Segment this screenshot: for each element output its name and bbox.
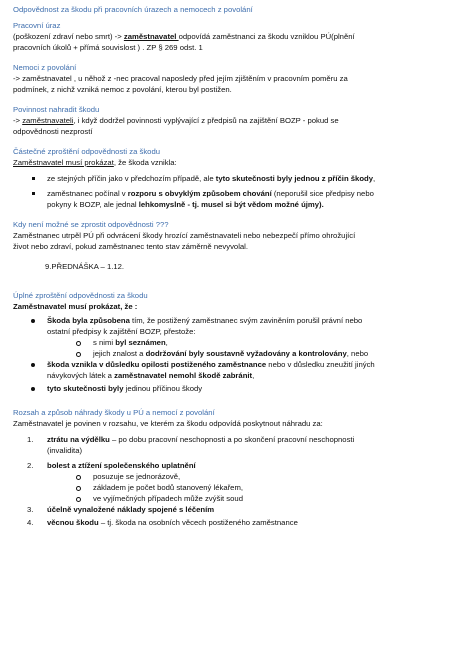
list-item: [25, 315, 439, 359]
bold-text: účelně vynaložené náklady spojené s léčením: [47, 505, 215, 514]
numbered-list: [13, 434, 439, 528]
list-item: [25, 383, 439, 394]
paragraph-line: [13, 301, 439, 312]
section-kdy-neni-mozne: [13, 219, 439, 252]
text-run: tím, že postižený zaměstnanec svým zaviněním porušil právní nebo: [129, 316, 363, 325]
bullet-list: [13, 173, 439, 210]
text-run: (invalidita): [47, 446, 83, 455]
paragraph-line: život nebo zdraví, pokud zaměstnanec tento stav záměrně nevyvolal.: [13, 242, 249, 251]
sub-list-item: ve vyjímečných případech může zvýšit soud: [71, 493, 439, 504]
list-number: 2.: [27, 461, 34, 470]
list-item: [25, 434, 439, 456]
text-run: – po dobu pracovní neschopnosti a po skončení pracovní neschopnosti: [109, 435, 355, 444]
text-run: pokyny k BOZP, ale jednal: [47, 200, 139, 209]
section-rozsah-nahrady: [13, 407, 439, 528]
text-run: jedinou příčinou škody: [125, 384, 203, 393]
bold-text: škoda vznikla v důsledku opilosti postiženého zaměstnance: [47, 360, 267, 369]
paragraph-line: [13, 115, 439, 126]
section-heading: Nemoci z povolání: [13, 63, 77, 72]
text-run: , nebo: [346, 349, 369, 358]
list-number: 3.: [27, 505, 34, 514]
text-run: nebo v důsledku zneužití jiných: [266, 360, 375, 369]
sub-list: [47, 337, 439, 359]
sub-list: [47, 471, 439, 504]
section-pracovni-uraz: [13, 20, 439, 53]
paragraph-line: pracovních úkolů + přímá souvislost ) . ZP § 269 odst. 1: [13, 43, 203, 52]
text-run: (neporušil sice předpisy nebo: [271, 189, 374, 198]
text-run: ,: [252, 371, 255, 380]
bold-text: lehkomyslně - tj. musel si být vědom možné újmy).: [138, 200, 324, 209]
paragraph-line: [13, 31, 439, 42]
section-uplne-zprosteni: [13, 290, 439, 394]
paragraph-line: -> zaměstnavatel , u něhož z -nec pracoval naposledy před jejím zjištěním v pracovním poměru za: [13, 74, 348, 83]
underlined-text: Zaměstnavatel musí prokázat: [13, 158, 114, 167]
lecture-marker: 9.PŘEDNÁŠKA – 1.12.: [45, 262, 125, 271]
section-heading: Povinnost nahradit škodu: [13, 105, 100, 114]
bullet-list: [13, 315, 439, 394]
bold-text: dodržování byly soustavně vyžadovány a kontrolovány: [145, 349, 347, 358]
list-item: [25, 188, 439, 210]
text-run: , že škoda vznikla:: [113, 158, 177, 167]
bold-text: zaměstnavatel nemohl škodě zabránit: [114, 371, 253, 380]
list-item: [25, 504, 439, 515]
section-heading: Částečné zproštění odpovědnosti za škodu: [13, 147, 161, 156]
text-run: ostatní předpisy k zajištění BOZP, přestože:: [47, 327, 196, 336]
section-nemoci-z-povolani: [13, 62, 439, 95]
text-run: ze stejných příčin jako v předchozím případě, ale: [47, 174, 216, 183]
list-item: [25, 173, 439, 184]
paragraph-line: [13, 157, 439, 168]
text-run: jejich znalost a: [93, 349, 146, 358]
paragraph-line: odpovědnosti nezprostí: [13, 127, 93, 136]
text-run: , i když dodržel povinnosti vyplývající z předpisů na zajištění BOZP - pokud se: [73, 116, 339, 125]
text-run: (poškození zdraví nebo smrt) ->: [13, 32, 124, 41]
bold-text: byl seznámen: [115, 338, 166, 347]
underlined-text: zaměstnavateli: [22, 116, 74, 125]
bold-text: věcnou škodu: [47, 518, 99, 527]
sub-list-item: [71, 337, 439, 348]
document-title: Odpovědnost za škodu při pracovních úrazech a nemocech z povolání: [13, 5, 253, 14]
text-run: zaměstnanec počínal v: [47, 189, 128, 198]
text-run: ,: [165, 338, 168, 347]
section-heading: Rozsah a způsob náhrady škody u PÚ a nemocí z povolání: [13, 408, 215, 417]
list-item: [25, 517, 439, 528]
text-run: ->: [13, 116, 23, 125]
list-item: [25, 359, 439, 381]
bold-text: bolest a ztížení společenského uplatnění: [47, 461, 196, 470]
sub-list-item: [71, 348, 439, 359]
list-number: 1.: [27, 435, 34, 444]
text-run: s nimi: [93, 338, 116, 347]
emphasis-text: zaměstnavatel: [123, 32, 179, 41]
sub-list-item: základem je počet bodů stanovený lékařem,: [71, 482, 439, 493]
section-castecne-zprosteni: [13, 146, 439, 210]
text-run: odpovídá zaměstnanci za škodu vzniklou PÚ(plnění: [178, 32, 355, 41]
bold-text: ztrátu na výdělku: [47, 435, 110, 444]
text-run: návykových látek a: [47, 371, 115, 380]
bold-text: rozporu s obvyklým způsobem chování: [127, 189, 272, 198]
sub-list-item: posuzuje se jednorázově,: [71, 471, 439, 482]
bold-text: Zaměstnavatel musí prokázat, že :: [13, 302, 138, 311]
paragraph-line: podmínek, z nichž vzniká nemoc z povolání, kterou byl postižen.: [13, 85, 232, 94]
bold-text: tyto skutečnosti byly: [47, 384, 126, 393]
section-povinnost-nahradit: [13, 104, 439, 137]
bold-text: Škoda byla způsobena: [47, 316, 130, 325]
paragraph-line: Zaměstnanec utrpěl PÚ při odvrácení škody hrozící zaměstnavateli nebo nebezpečí přímo ohrožující: [13, 231, 356, 240]
section-heading: Pracovní úraz: [13, 21, 61, 30]
paragraph-line: Zaměstnavatel je povinen v rozsahu, ve kterém za škodu odpovídá poskytnout náhradu za:: [13, 419, 323, 428]
section-heading: Úplné zproštění odpovědnosti za škodu: [13, 291, 148, 300]
bold-text: tyto skutečnosti byly jednou z příčin škody: [215, 174, 373, 183]
text-run: – tj. škoda na osobních věcech postiženého zaměstnance: [98, 518, 298, 527]
text-run: ,: [373, 174, 376, 183]
section-heading: Kdy není možné se zprostit odpovědnosti ???: [13, 220, 169, 229]
list-item: [25, 460, 439, 504]
list-number: 4.: [27, 518, 34, 527]
